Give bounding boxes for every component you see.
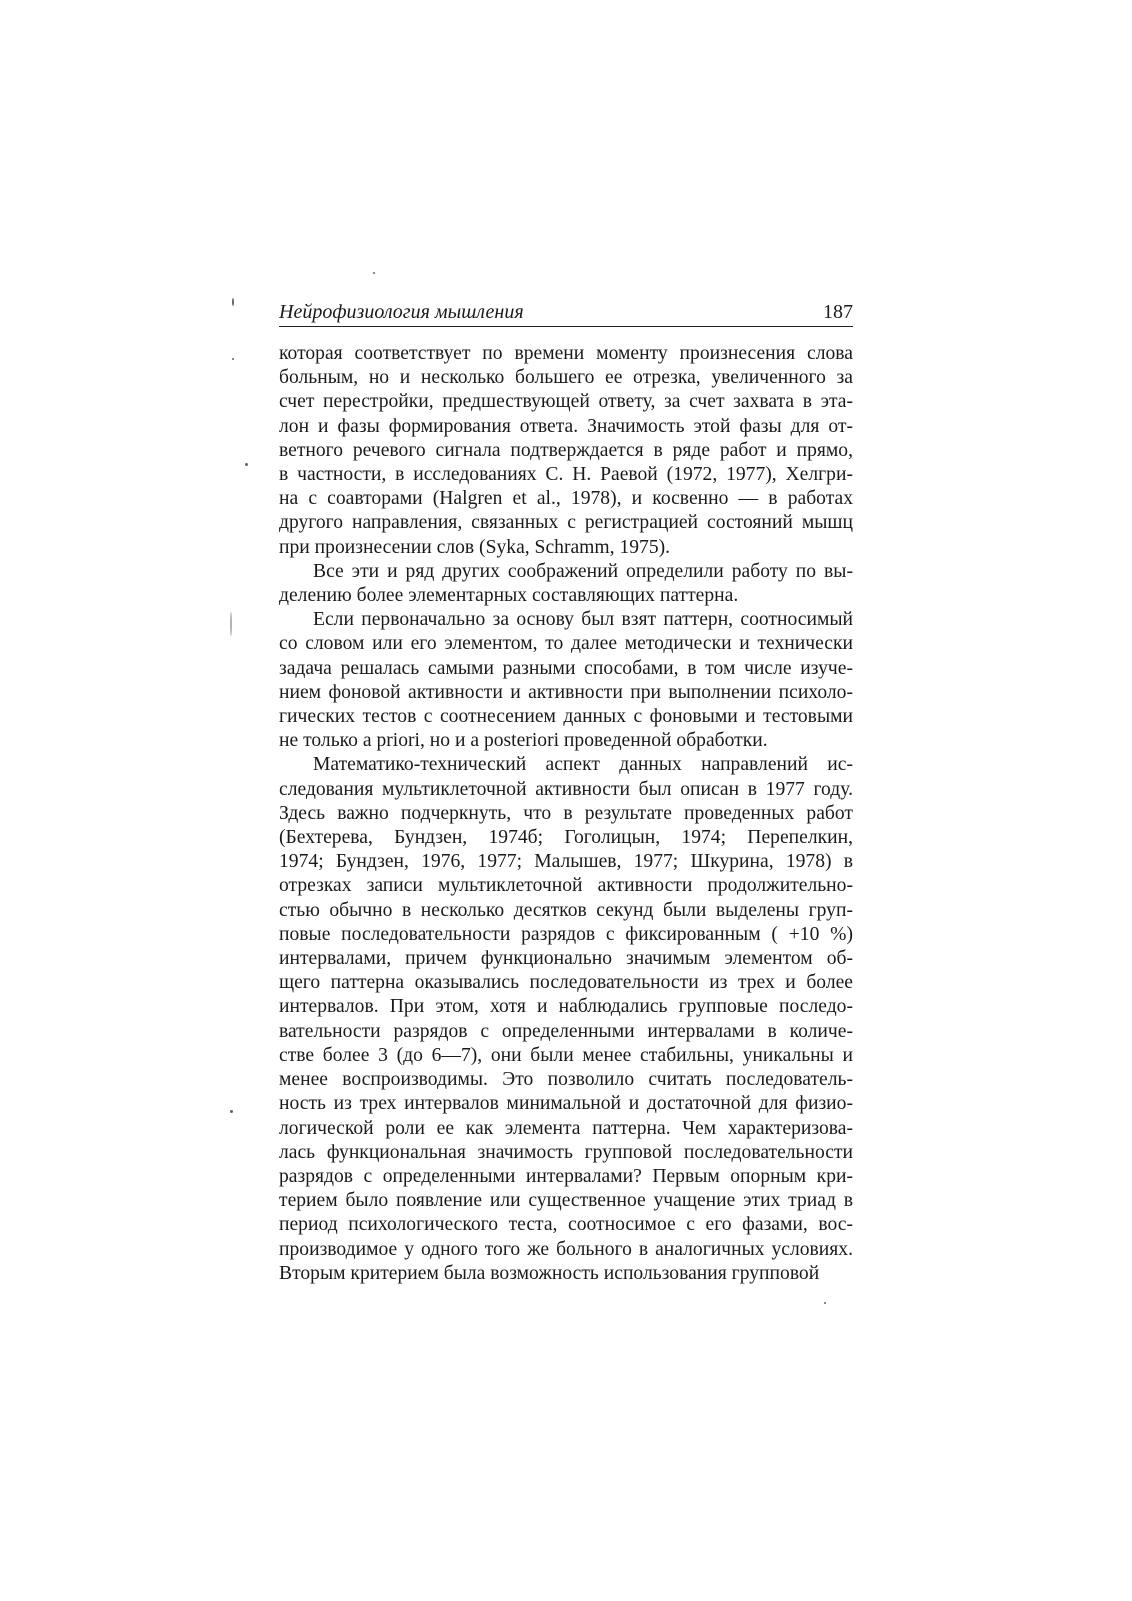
text-line: счет перестройки, предшествующей ответу, за счет захвата в эта- [279, 391, 853, 413]
text-line: вательности разрядов с определенными интервалами в количе- [279, 1020, 853, 1042]
scan-speck [824, 1302, 826, 1304]
text-line: больным, но и несколько большего ее отрезка, увеличенного за [279, 367, 853, 389]
scan-speck [230, 1110, 233, 1113]
text-line: повые последовательности разрядов с фиксированным ( +10 %) [279, 923, 853, 945]
text-line: при произнесении слов (Syka, Schramm, 1975). [279, 536, 671, 558]
paragraph [279, 560, 853, 608]
scan-speck [245, 463, 248, 466]
text-line: в частности, в исследованиях С. Н. Раевой (1972, 1977), Хелгри- [279, 464, 853, 486]
text-line: стью обычно в несколько десятков секунд были выделены груп- [279, 899, 853, 921]
text-line: ность из трех интервалов минимальной и достаточной для физио- [279, 1093, 853, 1115]
scan-speck [230, 612, 232, 636]
page-number: 187 [823, 301, 853, 323]
text-line: лась функциональная значимость групповой последовательности [279, 1141, 853, 1163]
text-line: ветного речевого сигнала подтверждается в ряде работ и прямо, [279, 439, 853, 461]
text-line: следования мультиклеточной активности был описан в 1977 году. [279, 778, 853, 800]
text-line: 1974; Бундзен, 1976, 1977; Малышев, 1977; Шкурина, 1978) в [279, 851, 853, 873]
text-line: не только a priori, но и a posteriori проведенной обработки. [279, 730, 768, 752]
text-line: производимое у одного того же больного в аналогичных условиях. [279, 1238, 853, 1260]
scan-speck [373, 272, 375, 274]
text-line: Вторым критерием была возможность использования групповой [279, 1262, 820, 1284]
text-line: Здесь важно подчеркнуть, что в результате проведенных работ [279, 802, 853, 824]
text-line: другого направления, связанных с регистрацией состояний мышц [279, 512, 853, 534]
text-line: делению более элементарных составляющих паттерна. [279, 585, 739, 607]
text-line: со словом или его элементом, то далее методически и технически [279, 633, 853, 655]
running-title: Нейрофизиология мышления [279, 301, 524, 323]
text-line: Все эти и ряд других соображений определили работу по вы- [313, 560, 853, 582]
scan-speck [232, 298, 234, 306]
text-line: интервалов. При этом, хотя и наблюдались групповые последо- [279, 996, 853, 1018]
text-line: стве более 3 (до 6—7), они были менее стабильны, уникальны и [279, 1044, 853, 1066]
paragraph [279, 608, 853, 753]
text-line: интервалами, причем функционально значимым элементом об- [279, 948, 853, 970]
text-line: отрезках записи мультиклеточной активности продолжительно- [279, 875, 853, 897]
text-line: менее воспроизводимы. Это позволило считать последователь- [279, 1069, 853, 1091]
body-text [279, 342, 853, 1286]
paragraph [279, 753, 853, 1285]
page-header [279, 300, 853, 327]
text-line: терием было появление или существенное учащение этих триад в [279, 1190, 853, 1212]
text-line: задача решалась самыми разными способами, в том числе изуче- [279, 657, 853, 679]
text-line: (Бехтерева, Бундзен, 1974б; Гоголицын, 1974; Перепелкин, [279, 827, 853, 849]
paragraph [279, 342, 853, 560]
text-line: которая соответствует по времени моменту произнесения слова [279, 343, 853, 364]
text-line: щего паттерна оказывались последовательности из трех и более [279, 972, 853, 994]
scan-speck [232, 358, 234, 360]
text-line: лон и фазы формирования ответа. Значимость этой фазы для от- [279, 415, 853, 437]
text-line: разрядов с определенными интервалами? Первым опорным кри- [279, 1165, 853, 1187]
text-line: Если первоначально за основу был взят паттерн, соотносимый [313, 609, 853, 631]
text-line: логической роли ее как элемента паттерна. Чем характеризова- [279, 1117, 853, 1139]
text-line: период психологического теста, соотносимое с его фазами, вос- [279, 1214, 853, 1236]
text-line: гических тестов с соотнесением данных с фоновыми и тестовыми [279, 706, 853, 728]
text-line: Математико-технический аспект данных направлений ис- [313, 754, 853, 776]
text-line: нием фоновой активности и активности при выполнении психоло- [279, 681, 853, 703]
text-line: на с соавторами (Halgren et al., 1978), и косвенно — в работах [279, 488, 853, 510]
